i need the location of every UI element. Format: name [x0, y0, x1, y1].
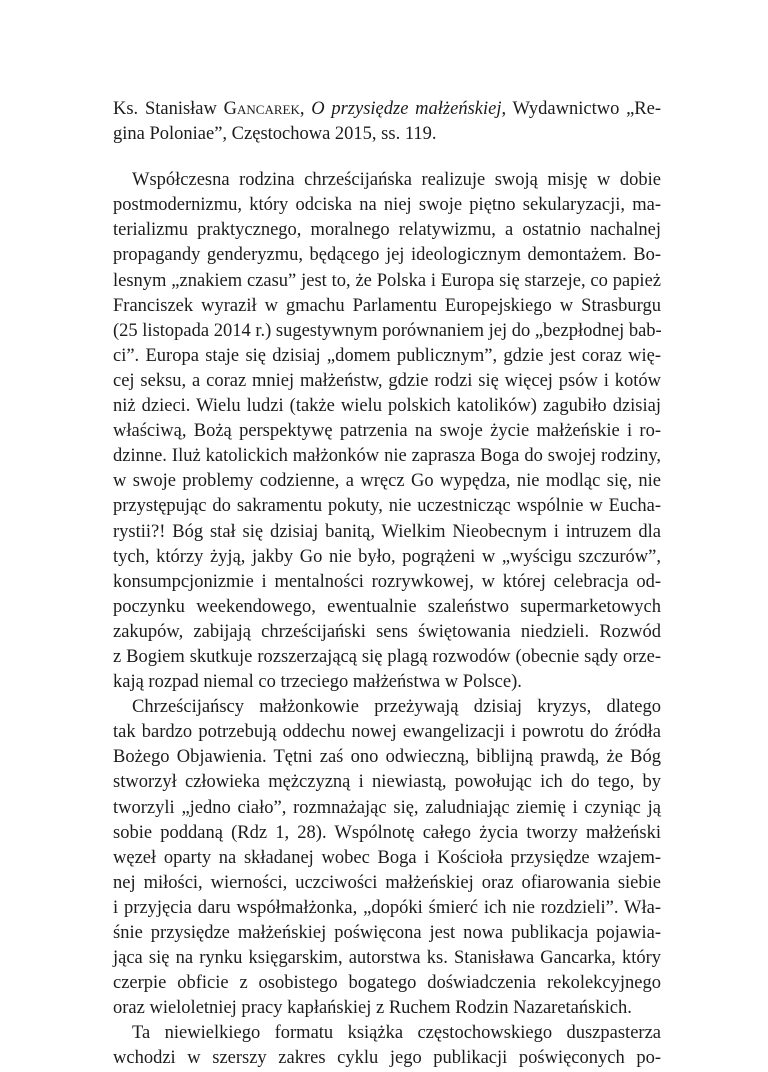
- paragraph-line: w swoje problemy codzienne, a wręcz Go wypędza, nie modląc się, nie: [113, 471, 661, 492]
- paragraph-line: Ta niewielkiego formatu książka częstochowskiego duszpasterza: [132, 1023, 661, 1044]
- paragraph-line: Chrześcijańscy małżonkowie przeżywają dzisiaj kryzys, dlatego: [132, 697, 661, 718]
- paragraph-line: czerpie obficie z osobistego bogatego doświadczenia rekolekcyjnego: [113, 973, 661, 994]
- paragraph-line: wchodzi w szerszy zakres cyklu jego publikacji poświęconych po-: [113, 1048, 661, 1069]
- paragraph-line: jąca się na rynku księgarskim, autorstwa ks. Stanisława Gancarka, który: [113, 948, 661, 969]
- paragraph-line: przystępując do sakramentu pokuty, nie uczestnicząc wspólnie w Eucha-: [113, 496, 661, 517]
- paragraph-line: ci”. Europa staje się dzisiaj „domem publicznym”, gdzie jest coraz wię-: [113, 345, 661, 366]
- paragraph-line: cej seksu, a coraz mniej małżeństw, gdzie rodzi się więcej psów i kotów: [113, 370, 661, 391]
- paragraph-line: terializmu praktycznego, moralnego relatywizmu, a ostatnio nachalnej: [113, 220, 661, 241]
- paragraph-line: tworzyli „jedno ciało”, rozmnażając się, zaludniając ziemię i czyniąc ją: [113, 797, 661, 818]
- citation-separator: ,: [299, 99, 312, 119]
- paragraph-line: postmodernizmu, który odciska na niej swoje piętno sekularyzacji, ma-: [113, 195, 661, 216]
- paragraph-line: i przyjęcia daru współmałżonka, „dopóki śmierć ich nie rozdzieli”. Wła-: [113, 897, 661, 918]
- citation-line-1: [113, 97, 661, 122]
- paragraph-line: zakupów, zabijają chrześcijański sens świętowania niedzieli. Rozwód: [113, 621, 661, 642]
- paragraph: [113, 1021, 661, 1071]
- paragraph-line: poczynku weekendowego, ewentualnie szaleństwo supermarketowych: [113, 596, 661, 617]
- paragraph-line: Franciszek wyraził w gmachu Parlamentu Europejskiego w Strasburgu: [113, 295, 661, 316]
- paragraph-line: nej miłości, wierności, uczciwości małżeńskiej oraz ofiarowania siebie: [113, 872, 661, 893]
- paragraph-line: Współczesna rodzina chrześcijańska realizuje swoją misję w dobie: [132, 170, 661, 191]
- section-gap: [113, 147, 661, 168]
- paragraph: [113, 695, 661, 1021]
- citation-author-surname: Gancarek: [223, 99, 300, 119]
- paragraph-line: właściwą, Bożą perspektywę patrzenia na swoje życie małżeńskie i ro-: [113, 421, 661, 442]
- paragraph-line: Bożego Objawienia. Tętni zaś ono odwieczną, biblijną prawdą, że Bóg: [113, 747, 661, 768]
- paragraph-line: węzeł oparty na składanej wobec Boga i Kościoła przysiędze wzajem-: [113, 847, 661, 868]
- citation-book-title: O przysiędze małżeńskiej: [311, 99, 502, 119]
- citation-line-2: gina Poloniae”, Częstochowa 2015, ss. 119.: [113, 124, 437, 145]
- review-body: [113, 168, 661, 1071]
- paragraph-line: tak bardzo potrzebują oddechu nowej ewangelizacji i powrotu do źródła: [113, 722, 661, 743]
- paragraph-line: propagandy genderyzmu, będącego jej ideologicznym demontażem. Bo-: [113, 245, 661, 266]
- paragraph-line: stworzył człowieka mężczyzną i niewiastą, powołując ich do tego, by: [113, 772, 661, 793]
- book-citation: [113, 97, 661, 147]
- citation-author-prefix: Ks. Stanisław: [113, 99, 224, 119]
- paragraph-line: niż dzieci. Wielu ludzi (także wielu polskich katolików) zagubiło dzisiaj: [113, 396, 661, 417]
- paragraph-line: lesnym „znakiem czasu” jest to, że Polska i Europa się starzeje, co papież: [113, 270, 661, 291]
- paragraph: [113, 168, 661, 695]
- paragraph-line: z Bogiem skutkuje rozszerzającą się plagą rozwodów (obecnie sądy orze-: [113, 646, 661, 667]
- paragraph-line: kają rozpad niemal co trzeciego małżeństwa w Polsce).: [113, 672, 522, 693]
- paragraph-line: śnie przysiędze małżeńskiej poświęcona jest nowa publikacja pojawia-: [113, 923, 661, 943]
- paragraph-line: sobie poddaną (Rdz 1, 28). Wspólnotę całego życia tworzy małżeński: [113, 822, 661, 843]
- citation-publisher: , Wydawnictwo „Re-: [501, 99, 661, 119]
- paragraph-line: tych, którzy żyją, jakby Go nie było, pogrążeni w „wyścigu szczurów”,: [113, 546, 661, 567]
- paragraph-line: (25 listopada 2014 r.) sugestywnym porównaniem jej do „bezpłodnej bab-: [113, 320, 662, 341]
- paragraph-line: konsumpcjonizmie i mentalności rozrywkowej, w której celebracja od-: [113, 571, 661, 592]
- review-page: [113, 97, 661, 1072]
- paragraph-line: rystii?! Bóg stał się dzisiaj banitą, Wielkim Nieobecnym i intruzem dla: [113, 521, 661, 542]
- paragraph-line: dzinne. Iluż katolickich małżonków nie zaprasza Boga do swojej rodziny,: [113, 446, 661, 467]
- paragraph-line: oraz wieloletniej pracy kapłańskiej z Ruchem Rodzin Nazaretańskich.: [113, 998, 632, 1019]
